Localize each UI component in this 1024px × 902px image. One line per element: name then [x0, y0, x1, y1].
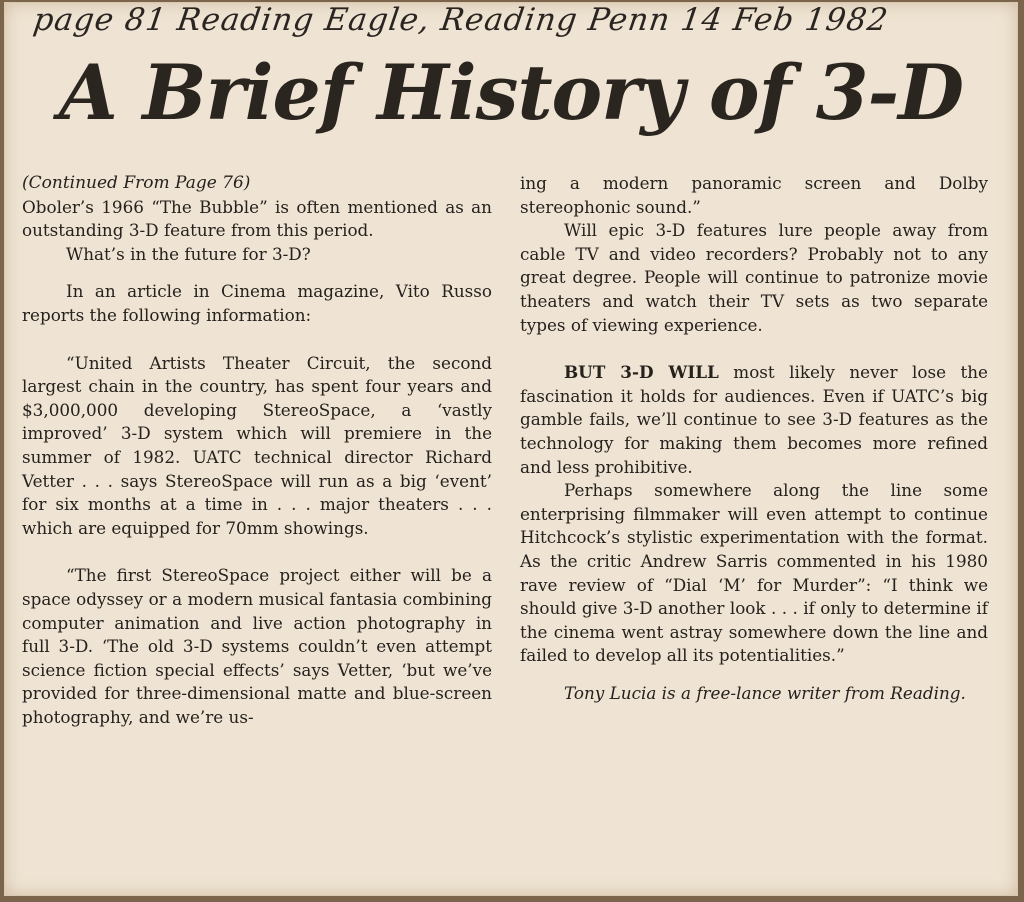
paragraph: What’s in the future for 3-D?: [66, 243, 311, 264]
paragraph: Perhaps somewhere along the line some enterprising filmmaker will even attempt to continue Hitchcock’s stylistic experimentation with the format. As the critic Andrew Sarris commented in his 1980 rave review of “Dial ‘M’ for Murder”: “I think we should give 3-D another look . . . if only to determine if the cinema went astray somewhere down the line and failed to develop all its potentialities.”: [520, 480, 988, 666]
paragraph: ing a modern panoramic screen and Dolby stereophonic sound.”: [520, 173, 988, 217]
paragraph: [520, 361, 988, 479]
left-column: [22, 172, 492, 729]
newspaper-clipping: [4, 2, 1018, 896]
right-column: [520, 172, 988, 705]
paragraph: In an article in Cinema magazine, Vito Russo reports the following information:: [22, 281, 492, 325]
paragraph: Oboler’s 1966 “The Bubble” is often mentioned as an outstanding 3-D feature from this period.: [22, 196, 492, 241]
paragraph-text: most likely never lose the fascination it holds for audiences. Even if UATC’s big gamble fails, we’ll continue to see 3-D features as the technology for making them becomes more refined and less prohibitive.: [520, 362, 988, 477]
paragraph: “The first StereoSpace project either will be a space odyssey or a modern musical fantasia combining computer animation and live action photography in full 3-D. ‘The old 3-D systems couldn’t even attempt science fiction special effects’ says Vetter, ‘but we’ve provided for three-dimensional matte and blue-screen photography, and we’re us-: [22, 565, 492, 727]
paragraph: Will epic 3-D features lure people away from cable TV and video recorders? Probably not to any great degree. People will continue to patronize movie theaters and watch their TV sets as two separate types of viewing experience.: [520, 220, 988, 335]
continued-line: (Continued From Page 76): [22, 173, 251, 193]
headline: A Brief History of 3-D: [58, 48, 964, 137]
byline: Tony Lucia is a free-lance writer from Reading.: [564, 682, 966, 703]
paragraph-lead: BUT 3-D WILL: [564, 362, 719, 383]
handwritten-note: page 81 Reading Eagle, Reading Penn 14 Feb 1982: [31, 2, 891, 38]
paragraph: “United Artists Theater Circuit, the second largest chain in the country, has spent four years and $3,000,000 developing StereoSpace, a ‘vastly improved’ 3-D system which will premiere in the summer of 1982. UATC technical director Richard Vetter . . . says StereoSpace will run as a big ‘event’ for six months at a time in . . . major theaters . . . which are equipped for 70mm showings.: [22, 352, 492, 538]
